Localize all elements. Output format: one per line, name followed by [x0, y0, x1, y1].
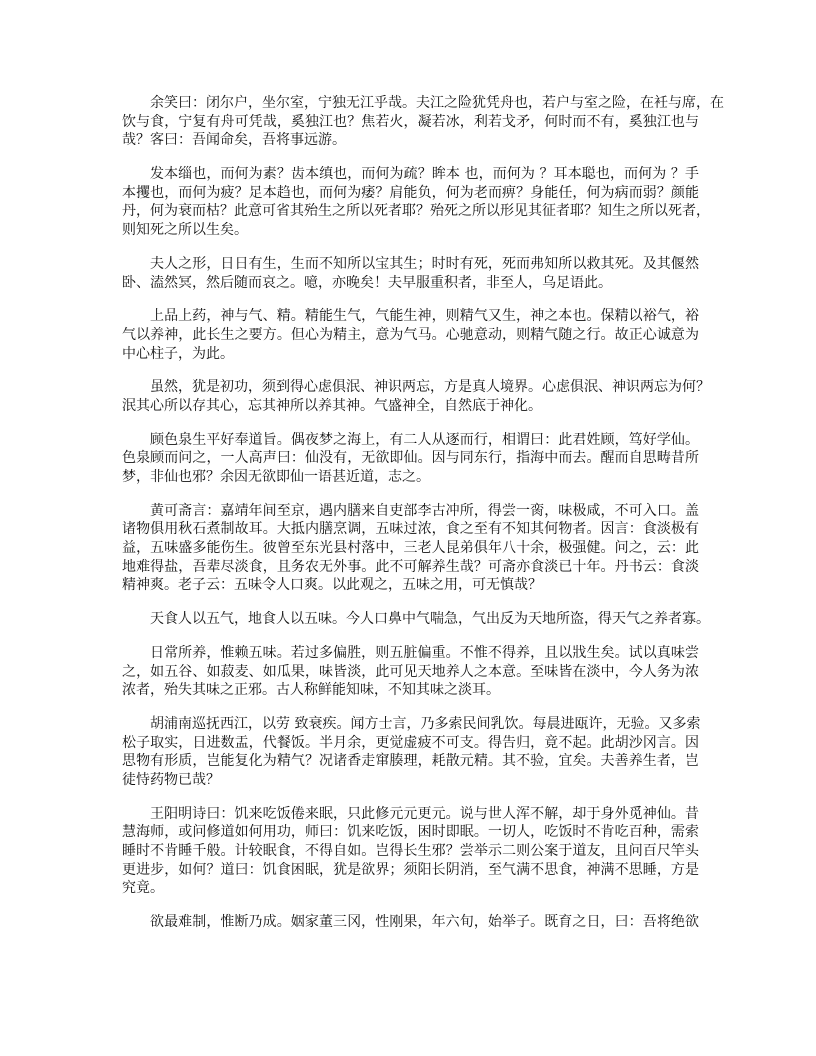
text-line: 发本缁也，而何为素？齿本缜也，而何为疏？眸本 也，而何为 ？耳本聪也，而何为 ？手 — [150, 166, 699, 183]
paragraph — [122, 94, 724, 150]
document-body — [122, 94, 724, 947]
text-line: 顾色泉生平好奉道旨。偶夜梦之海上，有二人从逐而行，相谓曰：此君姓顾，笃好学仙。 — [150, 431, 699, 448]
paragraph — [122, 255, 699, 292]
text-line: 地难得盐，吾辈尽淡食，且务农无外事。此不可解养生哉？可斋亦食淡已十年。丹书云：食淡 — [122, 558, 699, 575]
text-line: 浓者，殆失其味之正邪。古人称鲜能知味，不知其味之淡耳。 — [122, 682, 500, 699]
paragraph — [122, 431, 699, 487]
text-line: 精神爽。老子云：五味令人口爽。以此观之，五味之用，可无慎哉？ — [122, 577, 542, 594]
paragraph — [122, 378, 710, 415]
text-line: 徒恃药物已哉？ — [122, 771, 220, 788]
paragraph — [122, 913, 699, 932]
text-line: 哉？客曰：吾闻命矣，吾将事远游。 — [122, 132, 346, 149]
text-line: 更进步，如何？道曰：饥食困眠，犹是欲界；须阳长阴消，至气满不思食，神满不思睡，方是 — [122, 861, 699, 878]
text-line: 则知死之所以生矣。 — [122, 222, 248, 239]
text-line: 欲最难制，惟断乃成。姻家董三冈，性刚果，年六旬，始举子。既育之日，曰：吾将绝欲 — [150, 914, 699, 931]
text-line: 色泉顾而问之，一人高声曰：仙没有，无欲即仙。因与同东行，指海中而去。醒而自思畴昔所 — [122, 450, 699, 467]
text-line: 本攫也，而何为疲？足本趋也，而何为痿？肩能负，何为老而痹？身能任，何为病而弱？颜能 — [122, 184, 699, 201]
text-line: 慧海师，或问修道如何用功，师曰：饥来吃饭，困时即眠。一切人，吃饭时不肯吃百种，需索 — [122, 824, 699, 841]
text-line: 究竟。 — [122, 880, 164, 897]
text-line: 余笑曰：闭尔户，坐尔室，宁独无江乎哉。夫江之险犹凭舟也，若户与室之险，在衽与席，在 — [150, 95, 724, 111]
text-line: 夫人之形，日日有生，生而不知所以宝其生；时时有死，死而弗知所以救其死。及其偃然 — [150, 255, 699, 272]
text-line: 胡浦南巡抚西江，以劳 致衰疾。闻方士言，乃多索民间乳饮。每晨进瓯许，无验。又多索 — [150, 715, 701, 732]
text-line: 梦，非仙也邪？余因无欲即仙一语甚近道，志之。 — [122, 469, 430, 485]
paragraph — [122, 165, 710, 240]
text-line: 卧、溘然冥，然后随而哀之。噫，亦晚矣！夫早服重积者，非至人，乌足语此。 — [122, 274, 612, 291]
text-line: 天食人以五气，地食人以五味。今人口鼻中气喘急，气出反为天地所盗，得天气之养者寡。 — [150, 611, 710, 628]
text-line: 虽然，犹是初功，须到得心虑俱泯、神识两忘，方是真人境界。心虑俱泯、神识两忘为何？ — [150, 379, 710, 396]
text-line: 之，如五谷、如菽麦、如瓜果，味皆淡，此可见天地养人之本意。至味皆在淡中，今人务为浓 — [122, 663, 699, 680]
paragraph — [122, 502, 699, 595]
text-line: 思物有形质，岂能复化为精气？况诸香走窜腠理，耗散元精。其不验，宜矣。夫善养生者，岂 — [122, 753, 699, 770]
paragraph — [122, 610, 710, 629]
text-line: 益，五味盛多能伤生。彼曾至东光县村落中，三老人昆弟俱年八十余，极强健。问之，云：此 — [122, 540, 699, 557]
text-line: 睡时不肯睡千般。计较眠食，不得自如。岂得长生邪？尝举示二则公案于道友，且问百尺竿头 — [122, 843, 699, 859]
text-line: 日常所养，惟赖五味。若过多偏胜，则五脏偏重。不惟不得养，且以戕生矣。试以真味尝 — [150, 644, 699, 661]
text-line: 饮与食，宁复有舟可凭哉，奚独江也？焦若火，凝若冰，利若戈矛，何时而不有，奚独江也与 — [122, 113, 699, 130]
text-line: 诸物俱用秋石煮制故耳。大抵内膳烹调，五味过浓，食之至有不知其何物者。因言：食淡极有 — [122, 521, 699, 538]
paragraph — [122, 644, 699, 700]
text-line: 泯其心所以存其心，忘其神所以养其神。气盛神全，自然底于神化。 — [122, 397, 542, 414]
text-line: 中心柱子，为此。 — [122, 345, 234, 362]
text-line: 王阳明诗曰：饥来吃饭倦来眠，只此修元元更元。说与世人浑不解，却于身外觅神仙。昔 — [150, 805, 699, 822]
text-line: 气以养神，此长生之要方。但心为精主，意为气马。心驰意动，则精气随之行。故正心诚意为 — [122, 326, 699, 343]
text-line: 松子取实，日进数盂，代餐饭。半月余，更觉虚疲不可支。得告归，竟不起。此胡沙冈言。因 — [122, 734, 699, 751]
text-line: 黄可斋言：嘉靖年间至京，遇内膳来自吏部李古冲所，得尝一脔，味极咸，不可入口。盖 — [150, 502, 699, 519]
text-line: 上品上药，神与气、精。精能生气，气能生神，则精气又生，神之本也。保精以裕气，裕 — [150, 308, 699, 325]
paragraph — [122, 805, 699, 898]
paragraph — [122, 307, 699, 363]
paragraph — [122, 715, 699, 790]
text-line: 丹，何为衰而枯？此意可省其殆生之所以死者耶？殆死之所以形见其征者耶？知生之所以死者， — [122, 203, 710, 220]
